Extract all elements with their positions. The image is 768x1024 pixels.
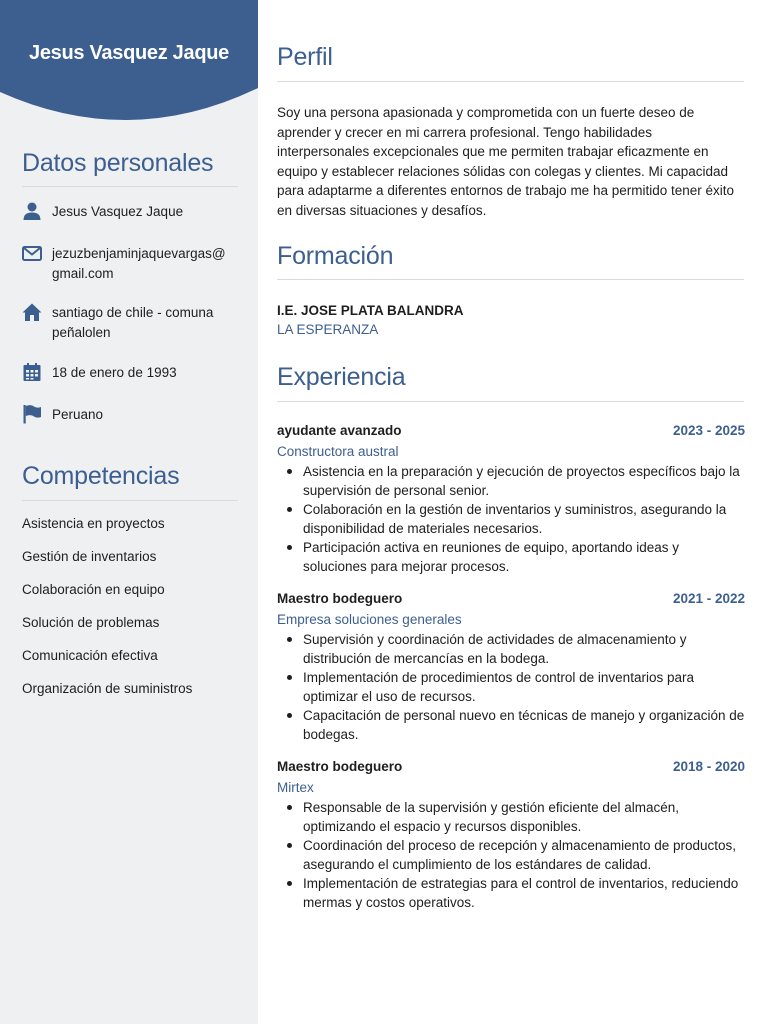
list-item: Participación activa en reuniones de equipo, aportando ideas y soluciones para mejorar procesos. bbox=[277, 538, 745, 576]
profile-title: Perfil bbox=[277, 43, 333, 71]
experience-title: Experiencia bbox=[277, 363, 406, 391]
birthdate-text: 18 de enero de 1993 bbox=[52, 365, 177, 380]
personal-name-text: Jesus Vasquez Jaque bbox=[52, 204, 184, 219]
skill-item: Gestión de inventarios bbox=[22, 549, 157, 564]
sidebar bbox=[0, 0, 258, 1024]
personal-data-title: Datos personales bbox=[22, 149, 214, 177]
job-title: Maestro bodeguero bbox=[277, 759, 403, 774]
home-icon bbox=[22, 302, 42, 322]
job-title: Maestro bodeguero bbox=[277, 591, 403, 606]
job-entry bbox=[277, 591, 745, 744]
job-company: Mirtex bbox=[277, 780, 314, 795]
job-dates: 2021 - 2022 bbox=[672, 591, 745, 606]
list-item: Asistencia en la preparación y ejecución de proyectos específicos bajo la supervisión de personal senior. bbox=[277, 462, 745, 500]
person-name: Jesus Vasquez Jaque bbox=[29, 42, 229, 64]
nationality-text: Peruano bbox=[52, 407, 104, 422]
personal-item-nationality bbox=[22, 405, 244, 425]
job-duties bbox=[277, 798, 745, 912]
list-item: Colaboración en la gestión de inventarios y suministros, asegurando la disponibilidad de materiales necesarios. bbox=[277, 500, 745, 538]
list-item: Responsable de la supervisión y gestión eficiente del almacén, optimizando el espacio y recursos disponibles. bbox=[277, 798, 745, 836]
personal-item-birthdate bbox=[22, 363, 244, 383]
skill-item: Solución de problemas bbox=[22, 615, 160, 630]
name-banner bbox=[0, 0, 258, 124]
envelope-icon bbox=[22, 243, 42, 263]
flag-icon bbox=[22, 404, 42, 424]
personal-item-address bbox=[22, 303, 244, 343]
job-company: Empresa soluciones generales bbox=[277, 612, 462, 627]
divider bbox=[277, 279, 744, 280]
job-entry bbox=[277, 759, 745, 912]
skill-item: Organización de suministros bbox=[22, 681, 193, 696]
education-institution: I.E. JOSE PLATA BALANDRA bbox=[277, 303, 464, 318]
job-duties bbox=[277, 462, 745, 576]
list-item: Supervisión y coordinación de actividades de almacenamiento y distribución de mercancías en la bodega. bbox=[277, 630, 745, 668]
email-text bbox=[52, 244, 226, 284]
skill-item: Colaboración en equipo bbox=[22, 582, 165, 597]
list-item: Coordinación del proceso de recepción y almacenamiento de productos, asegurando el cumplimiento de los estándares de calidad. bbox=[277, 836, 745, 874]
divider bbox=[277, 401, 744, 402]
job-duties bbox=[277, 630, 745, 744]
address-line-1: santiago de chile - comuna bbox=[52, 305, 214, 320]
calendar-icon bbox=[22, 362, 42, 382]
list-item: Implementación de estrategias para el control de inventarios, reduciendo mermas y costos operativos. bbox=[277, 874, 745, 912]
job-company: Constructora austral bbox=[277, 444, 399, 459]
personal-item-email bbox=[22, 244, 244, 284]
education-title: Formación bbox=[277, 242, 394, 270]
email-line-1: jezuzbenjaminjaquevargas@ bbox=[52, 246, 226, 261]
divider bbox=[277, 81, 744, 82]
email-line-2: gmail.com bbox=[52, 266, 114, 281]
job-title: ayudante avanzado bbox=[277, 423, 402, 438]
skill-item: Asistencia en proyectos bbox=[22, 516, 165, 531]
skills-title: Competencias bbox=[22, 462, 180, 490]
list-item: Implementación de procedimientos de control de inventarios para optimizar el uso de recursos. bbox=[277, 668, 745, 706]
address-text bbox=[52, 303, 213, 343]
profile-text: Soy una persona apasionada y comprometida con un fuerte deseo de aprender y crecer en mi carrera profesional. Tengo habilidades interpersonales excepcionales que me permiten trabajar eficazmente en equipo y establecer relaciones sólidas con colegas y clientes. Mi capacidad para adaptarme a diferentes entornos de trabajo me ha permitido tener éxito en diversas situaciones y desafíos. bbox=[277, 105, 735, 218]
job-dates: 2018 - 2020 bbox=[672, 759, 745, 774]
job-entry bbox=[277, 423, 745, 576]
divider bbox=[22, 500, 238, 501]
job-dates: 2023 - 2025 bbox=[672, 423, 745, 438]
list-item: Capacitación de personal nuevo en técnicas de manejo y organización de bodegas. bbox=[277, 706, 745, 744]
person-icon bbox=[22, 201, 42, 221]
education-place: LA ESPERANZA bbox=[277, 322, 379, 337]
address-line-2: peñalolen bbox=[52, 325, 111, 340]
divider bbox=[22, 186, 238, 187]
skill-item: Comunicación efectiva bbox=[22, 648, 158, 663]
personal-item-name bbox=[22, 202, 244, 222]
